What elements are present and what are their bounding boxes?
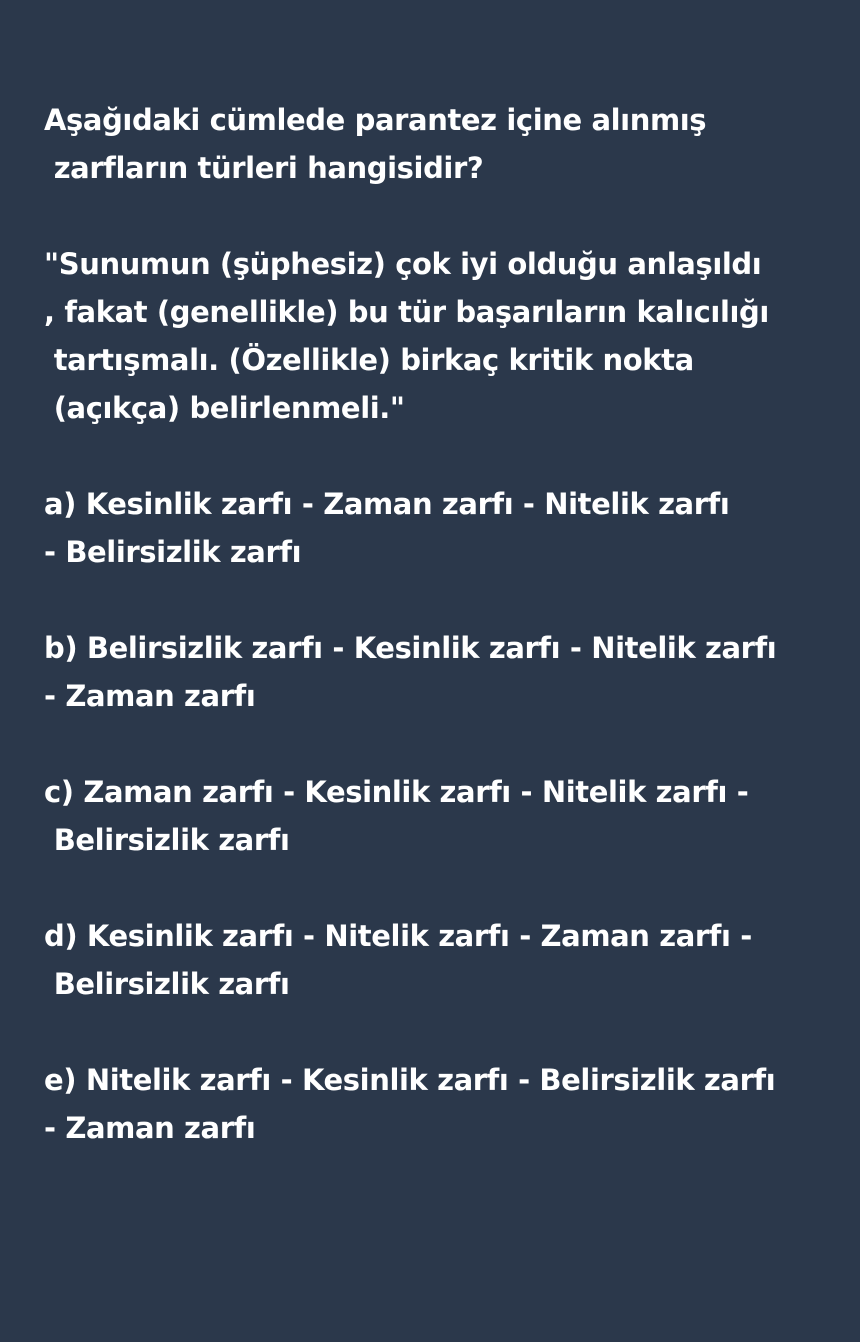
question-card <box>44 96 844 1200</box>
option-b-line: b) Belirsizlik zarfı - Kesinlik zarfı - Nitelik zarfı <box>44 631 777 665</box>
option-c-line: Belirsizlik zarfı <box>44 823 290 857</box>
question-text <box>44 96 844 192</box>
option-a[interactable] <box>44 480 844 576</box>
quoted-sentence <box>44 240 844 432</box>
option-a-line: a) Kesinlik zarfı - Zaman zarfı - Nitelik zarfı <box>44 487 730 521</box>
sentence-line: tartışmalı. (Özellikle) birkaç kritik nokta <box>44 343 694 377</box>
option-e-line: - Zaman zarfı <box>44 1111 256 1145</box>
option-c[interactable] <box>44 768 844 864</box>
question-line: Aşağıdaki cümlede parantez içine alınmış <box>44 103 707 137</box>
option-d-line: d) Kesinlik zarfı - Nitelik zarfı - Zaman zarfı - <box>44 919 752 953</box>
sentence-line: , fakat (genellikle) bu tür başarıların kalıcılığı <box>44 295 769 329</box>
option-d-line: Belirsizlik zarfı <box>44 967 290 1001</box>
option-b-line: - Zaman zarfı <box>44 679 256 713</box>
option-b[interactable] <box>44 624 844 720</box>
option-e-line: e) Nitelik zarfı - Kesinlik zarfı - Belirsizlik zarfı <box>44 1063 776 1097</box>
question-line: zarfların türleri hangisidir? <box>44 151 484 185</box>
option-c-line: c) Zaman zarfı - Kesinlik zarfı - Nitelik zarfı - <box>44 775 749 809</box>
sentence-line: "Sunumun (şüphesiz) çok iyi olduğu anlaşıldı <box>44 247 762 281</box>
option-d[interactable] <box>44 912 844 1008</box>
option-a-line: - Belirsizlik zarfı <box>44 535 302 569</box>
option-e[interactable] <box>44 1056 844 1152</box>
sentence-line: (açıkça) belirlenmeli." <box>44 391 405 425</box>
